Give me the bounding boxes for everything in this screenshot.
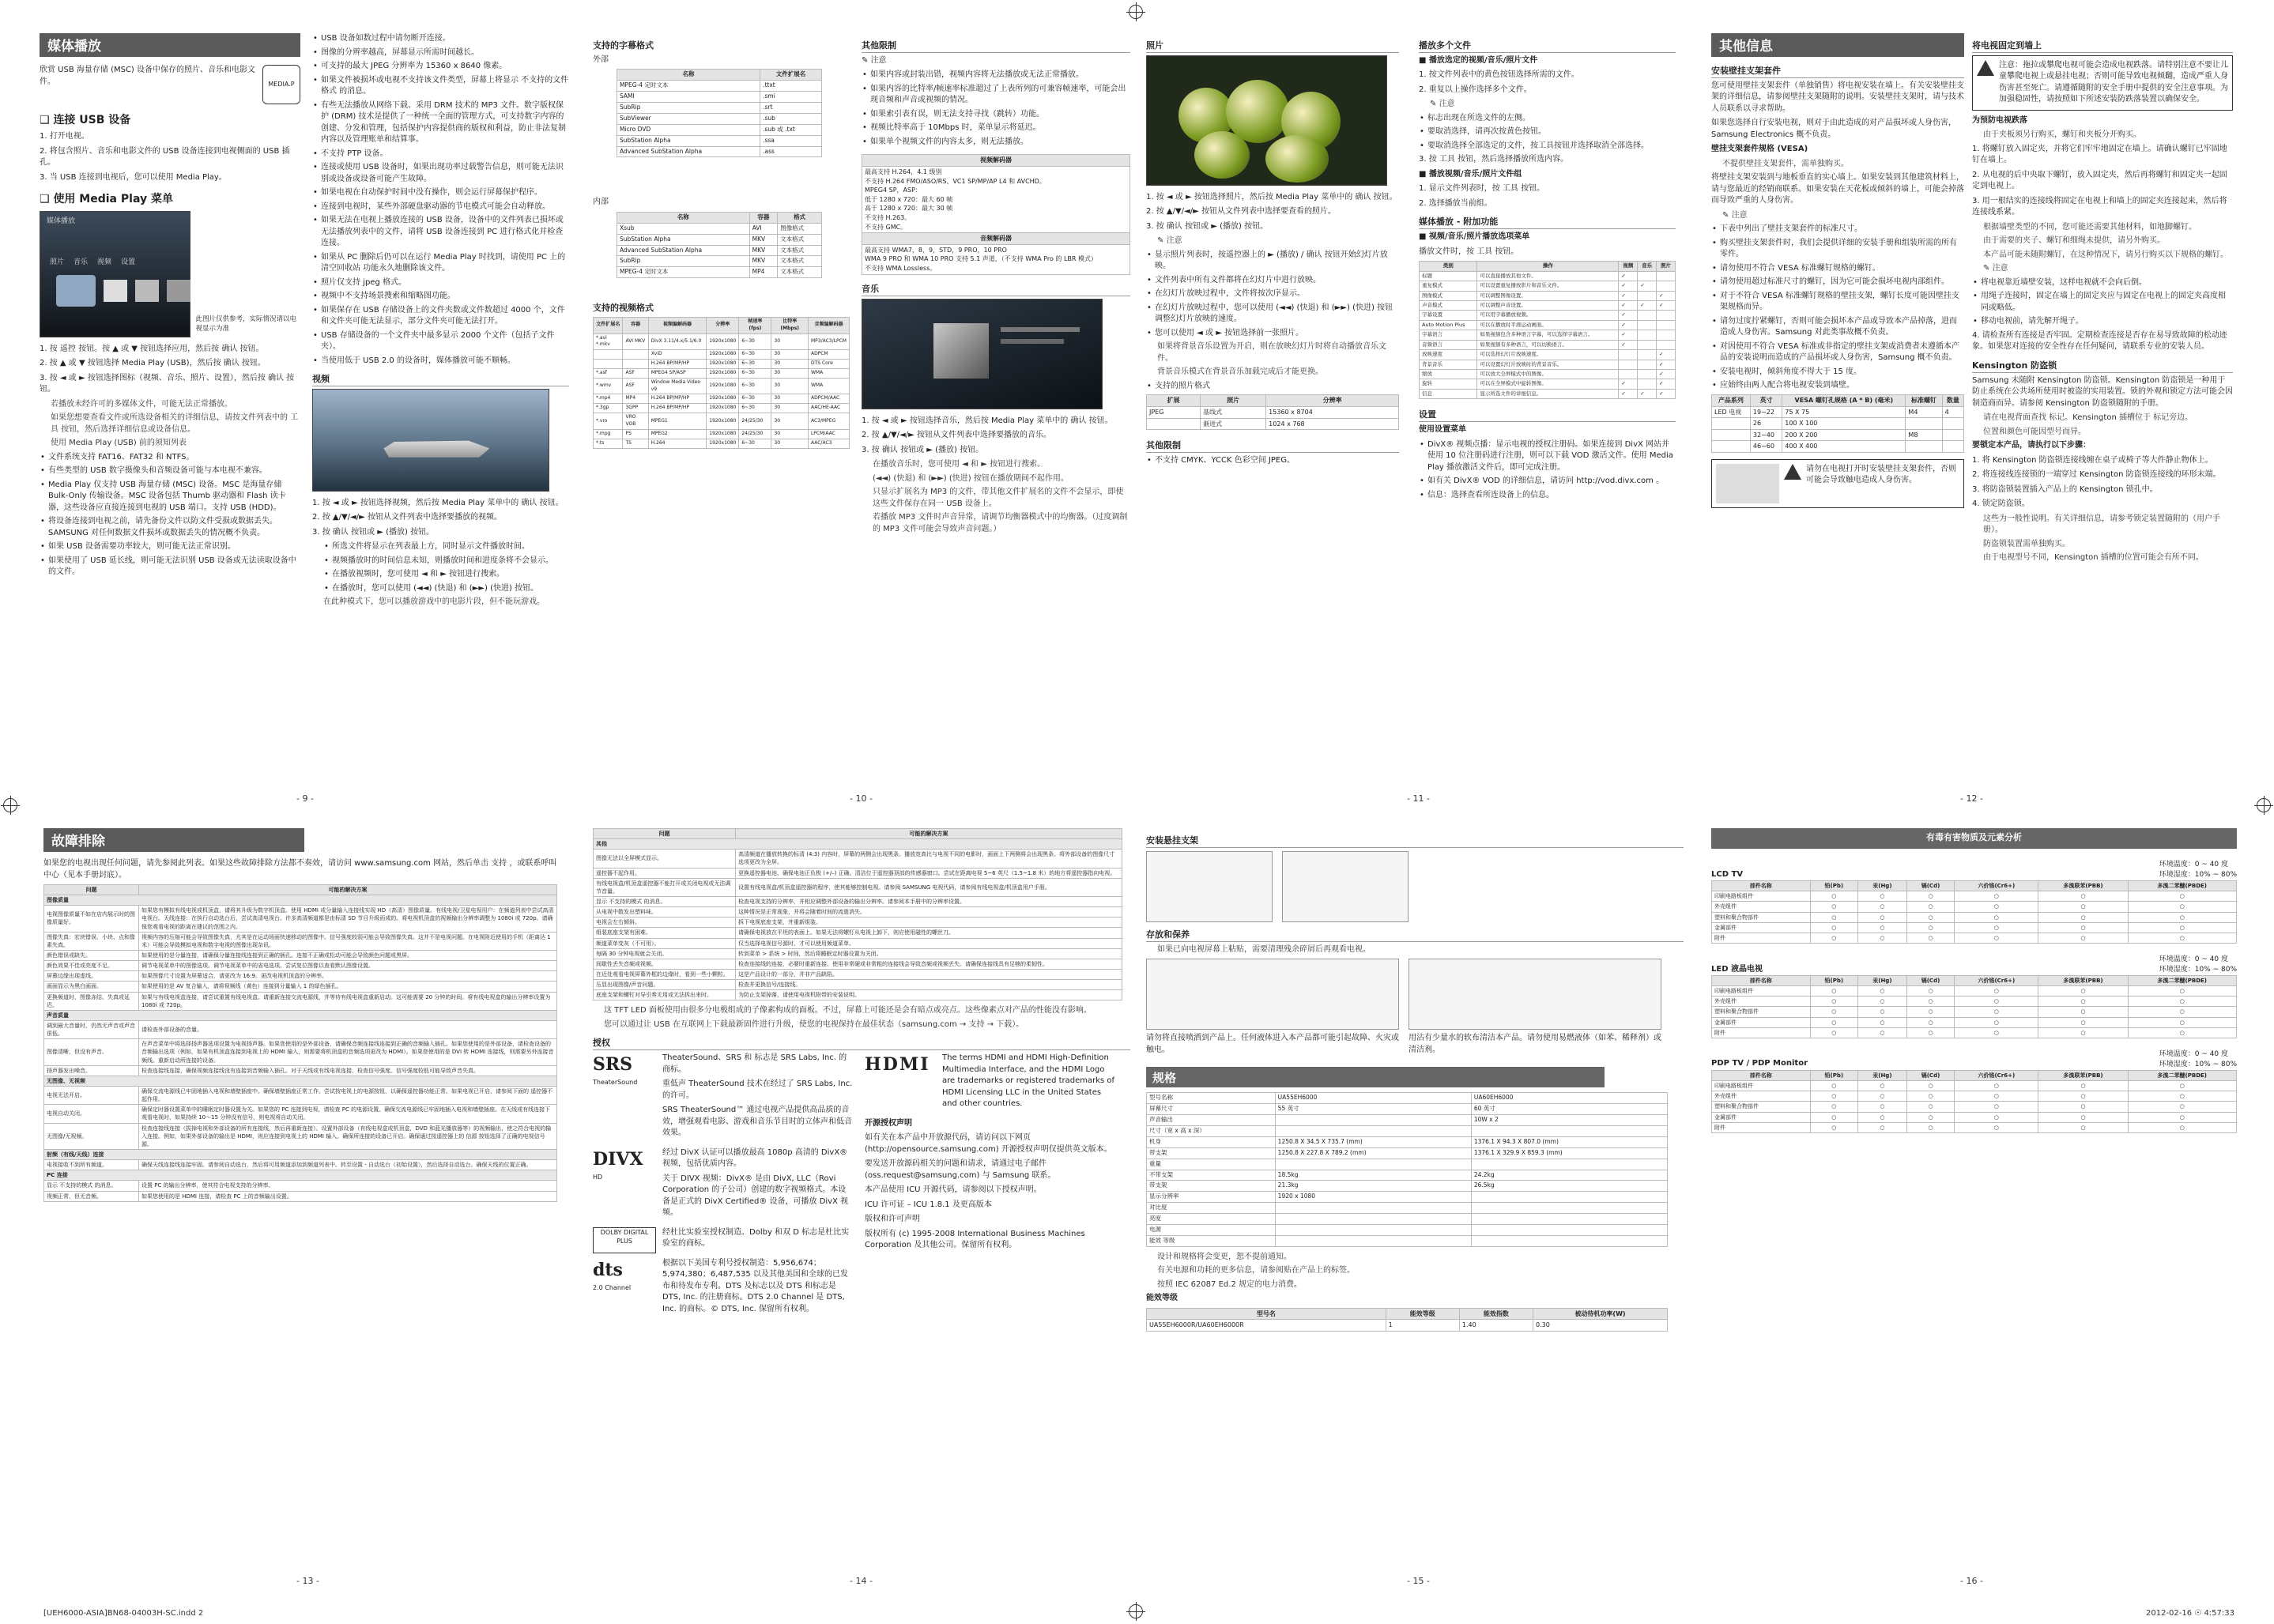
bullet: • 文件列表中所有文件都将在幻灯片中进行放映。 (1146, 275, 1399, 287)
menu-item: 设置 (121, 258, 136, 266)
step: 3. 按 确认 按钮或 ► (播放) 按钮。 (862, 445, 984, 454)
bullet: • 要取消选择全部选定的文件，按工具按钮并选择取消全部选择。 (1419, 141, 1676, 153)
table-row: 调到最大音量时，仍然无声音或声音很低。 请检查外部设备的音量。 (44, 1020, 557, 1038)
bullet: • 如果从 PC 删除后仍可以在运行 Media Play 时找到，请使用 PC 上的 清空回收站 功能永久地删除该文件。 (312, 252, 569, 275)
page-15: 安装悬挂支架 存放和保养 如果已向电视屏幕上粘贴，需要清理残余碎屑后再观看电视。 请勿将直接喷洒到产品上。任何液体进入本产品都可能引起故障、火灾或触电。 用沾有少量水的软布清洁本产品。请勿使用易燃液体（如苯、稀释剂）或清洁剂。 规格 型号名称 UA55EH6000 UA60EH6000 屏幕尺寸 55 英寸 60 英寸 声音输出 10W x 2 尺寸（宽 x 高 x 深） 机身 1250.8 X 34.5 X 735.7 (mm) 1376.1 X 94.3 X 807.0 (mm) 带支架 1250.8 X 227.8 X 789.2 (mm) 1376.1 X 329.9 X 859.3 (mm) 重量 不带支架 18.5kg 24.2kg 带支架 21.3kg 26.5kg 显示分辨率 1920 x 1080 对比度 亮度 电源 能效 等级 设计和规格将会变更，恕不提前通知。 有关电源和功耗的更多信息，请参阅贴在产品上的标签。 按照 IEC 62087 Ed.2 规定的电力消费。 能效等级 型号名 能效等级 能效指数 被动待机功率(W) UA55EH6000R/UA60EH6000R 1 1.40 0.30 (1146, 828, 1684, 1563)
screenshot-caption: 此图片仅供参考，实际情况请以电视显示为准 (195, 315, 296, 333)
section-title: 媒体播放 (40, 33, 300, 57)
internal-subtitle-table: 名称 容器 格式 Xsub AVI 图像格式 SubStation Alpha MKV 文本格式 Advanced SubStation Alpha MKV 文本格式 SubRip MKV 文本格式 MPEG-4 定时文本 MP4 文本格式 (617, 212, 822, 278)
bullet: • 如果单个视频文件的内容太多，则无法播放。 (862, 137, 1130, 149)
table-row: *.3gp 3GPP H.264 BP/MP/HP 1920x1080 6~30 30 AAC/HE-AAC (594, 404, 850, 413)
troubleshoot-table: 问题 可能的解决方案 其他 图像无法以全屏模式显示。 高清频道在播放转换的标清 (4:3) 内容时，屏幕的两侧会出现黑条。播放宽高比与电视不同的电影时，画面上下两侧将会出现黑条。将外部设备的图像尺寸选项更改为全屏。 遥控器不起作用。 更换遥控器电池，确保电池正负极 (+/–) 正确。清洁位于遥控器顶部的传感器窗口。尝试在距离电视 5~6 英尺（1.5~1.8 米）的地方将遥控器指向电视。 有线电视盒/机顶盒遥控器不能打开或关闭电视或无法调节音量。 设置有线电视盒/机顶盒遥控器的程序，使其能够控制电视。请参阅 SAMSUNG 电视代码，请参阅有线电视盒/机顶盒用户手册。 显示 不支持的模式 的消息。 检查电视支持的分辨率，并相应调整外部设备的输出分辨率。请参阅本手册中的分辨率设置。 从电视中散发出塑料味。 这种情况是正常现象，并将会随着时间的流逝消失。 电视会左右倾斜。 拆下电视底座支架，并重新组装。 组装底座支架有困难。 请确保电视放在平坦的表面上。如果无法将螺钉从电视上卸下，则应使用磁性的螺丝刀。 频道菜单变灰（不可用）。 仅当选择电视信号源时，才可以使用频道菜单。 每隔 30 分钟电视就会关闭。 转到菜单 > 系统 > 时间，然后将睡眠定时器设置为关闭。 间歇性丢失音频或视频。 检查连接线的连接，必要时重新连接。使用非常硬或非常粗的连接线会导致音频或视频丢失。请确保连接线具有足够的柔韧性。 在近处观看电视屏幕外框的边缘时，看到一些小颗粒。 这是产品设计的一部分，并非产品缺陷。 压显出现图像/声音问题。 检查并更换信号/连接线。 底座支架和螺钉对导引奏无用或无法拆出来时。 为防止支架掉落，请使用电视机附带的安装说明。 (593, 828, 1122, 1000)
table-row: 缩放 可以放大全屏模式中的图像。 ✓ (1420, 370, 1676, 379)
table-row: 压显出现图像/声音问题。 检查并更换信号/连接线。 (594, 980, 1122, 990)
table-row: SubRip .srt (617, 103, 822, 114)
photo-screenshot (1146, 55, 1387, 186)
efficiency-table: 型号名 能效等级 能效指数 被动待机功率(W) UA55EH6000R/UA60EH6000R 1 1.40 0.30 (1146, 1308, 1668, 1332)
heading-other-limits: 其他限制 (1146, 439, 1399, 453)
note: 若播放未经许可的多媒体文件，可能无法正常播放。 (51, 399, 232, 409)
print-footer-right: 2012-02-16 ☉ 4:57:33 (2146, 1608, 2234, 1618)
spec-table (1146, 1092, 1668, 1246)
table-row: 显示分辨率 1920 x 1080 (1147, 1192, 1668, 1203)
table-row: SubRip MKV 文本格式 (617, 256, 822, 267)
heading-other-limits: 其他限制 (862, 40, 1130, 53)
bullet: • 视频比特率高于 10Mbps 时，菜单显示将延迟。 (862, 122, 1130, 134)
stand-image (1146, 851, 1273, 922)
bullet: • 如有关 DivX® VOD 的详细信息，请访问 http://vod.divx.com 。 (1419, 476, 1676, 488)
heading-subtitle-formats: 支持的字幕格式 (593, 40, 654, 51)
page-13: 故障排除 如果您的电视出现任何问题，请先参阅此列表。如果这些故障排除方法都不奏效，请访问 www.samsung.com 网站，然后单击 支持 ，或联系呼叫中心（见本手册封底）。 问题 可能的解决方案 图像质量 电视图像质量不如在店内展示时的图像质量好。 如果您有模拟有线电视或机顶盒，请将其升级为数字机顶盒。使用 HDMI 或分量输入连接线实现 HD（高清）图像质量。有线电视/卫星电视用户：在频道列表中尝试高清电视台。天线连接：在执行自动选台后，尝试高清电视台。许多高清频道都是由标清 SD 节目升级而成的。将电视机顶盒的视频输出分辨率调整为 1080i 或 720p。请确保您观看电视的距离在建议的范围之内。 图像失真：宏块错误、小块、点和像素失真。 视频内容的压缩可能会导致图像失真，尤其是在运动场面快速移动的图像中。信号强度较弱可能会导致图像失真。这并不是电视问题。在电视附近使用的手机（距离达 1 米）可能会导致模拟电视和数字电视的图像出现杂讯。 颜色错误或缺失。 如果使用的是分量连接，请确保分量连接线连接到正确的插孔。连接不正确或松动可能会导致颜色问题或黑屏。 颜色效果不佳或亮度不足。 调节电视菜单中的图像选项。调节电视菜单中的省电选项。尝试复位图像以查看默认图像设置。 屏幕边缘出现虚线。 如果图像尺寸设置为屏幕适合，请更改为 16:9。更改电视机顶盒的分辨率。 画面显示为黑白画面。 如果使用的是 AV 复合输入，请将视频线（黄色）连接到分量输入 1 的绿色插孔。 更换频道时，图像冻结、失真或延迟。 如果与有线电视盒连接，请尝试重置有线电视盒。请重新连接交流电源线，并等待有线电视盒重新启动。这可能需要 20 分钟的时间。将有线电视盒的输出分辨率设置为 1080i 或 720p。 声音质量 调到最大音量时，仍然无声音或声音很低。 请检查外部设备的音量。 图像清晰，但没有声音。 在声音菜单中将选择扬声器选项设置为电视扬声器。如果您使用的是外部设备，请确保音频连接线连接到正确的音频输入插孔。如果您使用的是外部设备，请检查设备的音频输出选项（例如，如果有机顶盒连接到电视上的 HDMI 输入，则需要将机顶盒的音频选项更改为 HDMI）。如果您使用的是 DVI 转 HDMI 连接线，则需要另外连接音频线。重新启动所连接的设备。 扬声器发出噪音。 检查连接线连接，确保视频连接线没有连接到音频输入插孔。对于天线或有线电视连接，检查信号强度。信号强度较低可能导致声音失真。 无图像、无视频 电视无法开启。 确保交流电源线已牢固地插入电视和墙壁插座中。确保墙壁插座正常工作。尝试按电视上的电源按钮，以确保遥控器功能正常。如果电视已开启，请参阅下面的 遥控器不起作用。 电视自动关闭。 确保定时器设置菜单中的睡眠定时器设置为关。如果您的 PC 连接到电视，请检查 PC 的电源设置。确保交流电源线已牢固地插入电视和墙壁插座。在天线或有线连接下观看电视时，如果持续 10～15 分钟没有信号，则电视将自动关闭。 无图像/无视频。 检查连接线连接（拔掉电视和外部设备的所有连接线，然后再重新连接）。设置外部设备（有线电视盒或机顶盒，DVD 和蓝光播放器等）的视频输出，使之符合电视的输入连接。例如，如果外部设备的输出是 HDMI，则应连接到电视上的 HDMI 输入。确保所连接的设备已开启。确保通过按遥控器上的 信源 按钮选择了正确的电视信号源。 射频（有线/天线）连接 电视接收不到所有频道。 确保天线连接线连接牢固。请参阅自动选台，然后将可用频道添加到频道列表中。转至设置 - 自动选台（初始设置），然后选择自动选台。确保天线的位置正确。 PC 连接 显示 不支持的模式 的消息。 设置 PC 的输出分辨率，使其符合电视支持的分辨率。 视频正常，但无音频。 如果您使用的是 HDMI 连接，请检查 PC 上的音频输出设置。 (43, 828, 573, 1563)
page-12: 其他信息 安装壁挂支架套件 您可使用壁挂支架套件（单独销售）将电视安装在墙上。有关安装壁挂支架的详细信息，请参阅壁挂支架随附的说明。安装壁挂支架时，请与技术人员联系以寻求帮助。 如果您选择自行安装电视，则对于由此造成的对产品损坏或人身伤害，Samsung Electronics 概不负责。 壁挂支架套件规格 (VESA) 不提供壁挂支架套件，需单独购买。 将壁挂支架安装到与地板垂直的实心墙上。如果安装到其他建筑材料上，请与您最近的经销商联系。如果安装在天花板或倾斜的墙上，可能会掉落而导致严重的人身伤害。 ✎ 注意 • 下表中列出了壁挂支架套件的标准尺寸。 • 购买壁挂支架套件时，我们会提供详细的安装手册和组装所需的所有零件。 • 请勿使用不符合 VESA 标准螺钉规格的螺钉。 • 请勿使用超过标准尺寸的螺钉，因为它可能会损坏电视内部组件。 • 对于不符合 VESA 标准螺钉规格的壁挂支架，螺钉长度可能因壁挂支架规格而异。 • 请勿过度拧紧螺钉，否则可能会损坏本产品或导致本产品掉落，进而造成人身伤害。Samsung 对此类事故概不负责。 • 对因使用不符合 VESA 标准或非指定的壁挂支架或消费者未遵循本产品的安装说明而造成的产品损坏或人身伤害，Samsung 概不负责。 • 安装电视时，倾斜角度不得大于 15 度。 • 应始终由两人配合将电视安装到墙壁。 产品系列 英寸 VESA 螺钉孔规格 (A * B) (毫米) 标准螺钉 数量 LED 电视 19~22 75 X 75 M4 4 26 100 X 100 32~40 200 X 200 M8 46~60 400 X 400 请勿在电视打开时安装壁挂支架套件，否则可能会导致触电造成人身伤害。 (1711, 33, 1964, 792)
dolby-logo: DOLBY DIGITAL PLUS (593, 1227, 656, 1253)
page-14: 问题 可能的解决方案 其他 图像无法以全屏模式显示。 高清频道在播放转换的标清 (4:3) 内容时，屏幕的两侧会出现黑条。播放宽高比与电视不同的电影时，画面上下两侧将会出现黑条。将外部设备的图像尺寸选项更改为全屏。 遥控器不起作用。 更换遥控器电池，确保电池正负极 (+/–) 正确。清洁位于遥控器顶部的传感器窗口。尝试在距离电视 5~6 英尺（1.5~1.8 米）的地方将遥控器指向电视。 有线电视盒/机顶盒遥控器不能打开或关闭电视或无法调节音量。 设置有线电视盒/机顶盒遥控器的程序，使其能够控制电视。请参阅 SAMSUNG 电视代码，请参阅有线电视盒/机顶盒用户手册。 显示 不支持的模式 的消息。 检查电视支持的分辨率，并相应调整外部设备的输出分辨率。请参阅本手册中的分辨率设置。 从电视中散发出塑料味。 这种情况是正常现象，并将会随着时间的流逝消失。 电视会左右倾斜。 拆下电视底座支架，并重新组装。 组装底座支架有困难。 请确保电视放在平坦的表面上。如果无法将螺钉从电视上卸下，则应使用磁性的螺丝刀。 频道菜单变灰（不可用）。 仅当选择电视信号源时，才可以使用频道菜单。 每隔 30 分钟电视就会关闭。 转到菜单 > 系统 > 时间，然后将睡眠定时器设置为关闭。 间歇性丢失音频或视频。 检查连接线的连接，必要时重新连接。使用非常硬或非常粗的连接线会导致音频或视频丢失。请确保连接线具有足够的柔韧性。 在近处观看电视屏幕外框的边缘时，看到一些小颗粒。 这是产品设计的一部分，并非产品缺陷。 压显出现图像/声音问题。 检查并更换信号/连接线。 底座支架和螺钉对导引奏无用或无法拆出来时。 为防止支架掉落，请使用电视机附带的安装说明。 这 TFT LED 面板使用由很多分电极组成的子像素构成的面板。不过，屏幕上可能还是会有暗点或亮点。这些像素点对产品的性能没有影响。 您可以通过让 USB 在互联网上下载最新固件进行升级，使您的电视保持在最佳状态（samsung.com → 支持 → 下载）。 授权 SRS TheaterSound TheaterSound、SRS 和 标志是 SRS Labs, Inc. 的商标。 重低声 TheaterSound 技术在经过了 SRS Labs, Inc. 的许可。 SRS TheaterSound™ 通过电视产品提供高品质的音效，增强观看电影、游戏和音乐节目时的立体声和低音效果。 DIVX HD 经过 DivX 认证可以播放最高 1080p 高清的 DivX® 视频，包括优质内容。 关于 DIVX 视频：DivX® 是由 DivX, LLC（Rovi Corporation 的子公司）创建的数字视频格式。本设备是正式的 DivX Certified® 设备，可播放 DivX 视频。 DOLBY DIGITAL PLUS 经杜比实验室授权制造。Dolby 和双 D 标志是杜比实验室的商标。 dts 2.0 Channel 根据以下美国专利号授权制造：5,956,674；5,974,380；6,487,535 以及其他美国和全球的已发布和待发布专利。DTS 及标志以及 DTS 和标志是 DTS, Inc. 的注册商标。DTS 2.0 Channel 是 DTS, Inc. 的商标。© DTS, Inc. 保留所有权利。 HDMI The terms HDMI and HDMI High-Definition Multimedia Interface, and the HDMI Logo are trademarks or registered trademarks of HDMI Licensing LLC in the United States and other countries. 开源授权声明 如有关在本产品中开放源代码，请访问以下网页 (http://opensource.samsung.com) 开源授权声明仅提供英文版本。 要发送开放源码相关的问题和请求，请通过电子邮件 (oss.request@samsung.com) 与 Samsung 联系。 本产品使用 ICU 开源代码，请参阅以下授权声明。 ICU 许可证 – ICU 1.8.1 及更高版本 版权和许可声明 版权所有 (c) 1995-2008 International Business Machines Corporation 及其他公司。保留所有权利。 (593, 828, 1130, 1563)
table-row: 图像无法以全屏模式显示。 高清频道在播放转换的标清 (4:3) 内容时，屏幕的两侧会出现黑条。播放宽高比与电视不同的电影时，画面上下两侧将会出现黑条。将外部设备的图像尺寸选项更改为全屏。 (594, 850, 1122, 868)
heading-setup: 设置 (1419, 409, 1676, 422)
table-row: LED 电视 19~22 75 X 75 M4 4 (1712, 406, 1964, 418)
table-row: 显示 不支持的模式 的消息。 设置 PC 的输出分辨率，使其符合电视支持的分辨率。 (44, 1181, 557, 1191)
heading-wall-mount: 安装壁挂支架套件 (1711, 65, 1964, 78)
bullet: • 如果内容或封装出错，视频内容将无法播放或无法正常播放。 (862, 70, 1130, 81)
bullet: • 视频播放时的时间信息未知，则播放时间和进度条将不会显示。 (323, 556, 569, 567)
table-row: 尺寸（宽 x 高 x 深） (1147, 1126, 1668, 1137)
page-number: - 13 - (296, 1576, 319, 1586)
table-row: 电视接收不到所有频道。 确保天线连接线连接牢固。请参阅自动选台，然后将可用频道添加到频道列表中。转至设置 - 自动选台（初始设置），然后选择自动选台。确保天线的位置正确。 (44, 1160, 557, 1170)
bullet: • 如果使用了 USB 延长线，则可能无法识别 USB 设备或无法读取设备中的文件。 (40, 556, 300, 578)
srs-logo: SRS TheaterSound (593, 1054, 638, 1087)
bullet: • 信息：选择查看所连设备上的信息。 (1419, 490, 1676, 502)
table-row: 旋转 可以在全屏模式中旋转图像。 ✓ ✓ (1420, 379, 1676, 389)
print-footer-left: [UEH6000-ASIA]BN68-04003H-SC.indd 2 (43, 1608, 204, 1618)
table-row: 屏幕尺寸 55 英寸 60 英寸 (1147, 1104, 1668, 1115)
step: 3. 按 确认 按钮或 ► (播放) 按钮。 (1146, 221, 1269, 231)
heading-license: 授权 (593, 1037, 1130, 1050)
table-row: SAMI .smi (617, 92, 822, 103)
bullet: • 在播放时，您可以使用 (◄◄) (快退) 和 (►►) (快进) 按钮。 (323, 583, 569, 595)
table-row: 带支架 1250.8 X 227.8 X 789.2 (mm) 1376.1 X 329.9 X 859.3 (mm) (1147, 1147, 1668, 1159)
hdmi-logo: HDMI (865, 1054, 930, 1076)
table-row: 屏幕边缘出现虚线。 如果图像尺寸设置为屏幕适合，请更改为 16:9。更改电视机顶盒的分辨率。 (44, 971, 557, 982)
table-row: MPEG-4 定时文本 .ttxt (617, 81, 822, 92)
table-row: 字幕语言 如果视频包含多种语言字幕，可以选择字幕语言。 ✓ (1420, 330, 1676, 340)
step: 1. 显示文件列表时，按 工具 按钮。 (1419, 184, 1545, 194)
table-row: 有线电视盒/机顶盒遥控器不能打开或关闭电视或无法调节音量。 设置有线电视盒/机顶盒遥控器的程序，使其能够控制电视。请参阅 SAMSUNG 电视代码，请参阅有线电视盒/机顶盒用户手册。 (594, 878, 1122, 896)
table-row: 电源 (1147, 1224, 1668, 1235)
table-row: Advanced SubStation Alpha MKV 文本格式 (617, 245, 822, 256)
note: 使用 Media Play (USB) 前的须知列表 (51, 439, 187, 448)
heading-video: 视频 (312, 373, 569, 386)
table-row: 无图像/无视频。 检查连接线连接（拔掉电视和外部设备的所有连接线，然后再重新连接）。设置外部设备（有线电视盒或机顶盒，DVD 和蓝光播放器等）的视频输出，使之符合电视的输入连接。例如，如果外部设备的输出是 HDMI，则应连接到电视上的 HDMI 输入。确保所连接的设备已开启。确保通过按遥控器上的 信源 按钮选择了正确的电视信号源。 (44, 1123, 557, 1149)
table-row: *.ts TS H.264 1920x1080 6~30 30 AAC/AC3 (594, 439, 850, 448)
bullet: • USB 设备如数过程中请勿断开连接。 (312, 33, 569, 45)
table-row: 从电视中散发出塑料味。 这种情况是正常现象，并将会随着时间的流逝消失。 (594, 907, 1122, 918)
bullet: • 照片仅支持 jpeg 格式。 (312, 277, 569, 289)
table-row: 颜色错误或缺失。 如果使用的是分量连接，请确保分量连接线连接到正确的插孔。连接不正确或松动可能会导致颜色问题或黑屏。 (44, 950, 557, 960)
section-title: 有毒有害物质及元素分析 (1711, 828, 2237, 849)
table-row: 声音输出 10W x 2 (1147, 1115, 1668, 1126)
warning-icon (1977, 60, 1994, 76)
heading-specs: 规格 (1146, 1067, 1605, 1087)
page-10 (593, 33, 850, 792)
step: 1. 按 遥控 按钮。按 ▲ 或 ▼ 按钮选择应用，然后按 确认 按钮。 (40, 344, 264, 353)
note: 在播放音乐时，您可使用 ◄ 和 ► 按钮进行搜索。 (873, 460, 1046, 469)
table-row: 扬声器发出噪音。 检查连接线连接，确保视频连接线没有连接到音频输入插孔。对于天线或有线电视连接，检查信号强度。信号强度较低可能导致声音失真。 (44, 1065, 557, 1076)
media-button-icon: MEDIA.P (262, 65, 300, 104)
bullet: • 在幻灯片放映过程中，文件将按次序显示。 (1146, 288, 1399, 300)
bullet: • 不支持 PTP 设备。 (312, 149, 569, 160)
table-row: 间歇性丢失音频或视频。 检查连接线的连接，必要时重新连接。使用非常硬或非常粗的连接线会导致音频或视频丢失。请确保连接线具有足够的柔韧性。 (594, 959, 1122, 969)
step: 2. 将包含照片、音乐和电影文件的 USB 设备连接到电视侧面的 USB 插孔。 (40, 146, 290, 168)
table-row: 32~40 200 X 200 M8 (1712, 429, 1964, 441)
step: 1. 打开电视。 (40, 132, 89, 141)
table-row: 图像清晰，但没有声音。 在声音菜单中将选择扬声器选项设置为电视扬声器。如果您使用的是外部设备，请确保音频连接线连接到正确的音频输入插孔。如果您使用的是外部设备，请检查设备的音频输出选项（例如，如果有机顶盒连接到电视上的 HDMI 输入，则需要将机顶盒的音频选项更改为 HDMI）。如果您使用的是 DVI 转 HDMI 连接线，则需要另外连接音频线。重新启动所连接的设备。 (44, 1039, 557, 1065)
table-row: 标题 可以直接播放其他文件。 ✓ (1420, 271, 1676, 281)
page-9-col2 (312, 33, 569, 792)
table-row: SubStation Alpha .ssa (617, 135, 822, 146)
table-row: SubViewer .sub (617, 113, 822, 124)
table-row: 底座支架和螺钉对导引奏无用或无法拆出来时。 为防止支架掉落，请使用电视机附带的安装说明。 (594, 990, 1122, 1000)
table-row: XviD 1920x1080 6~30 30 ADPCM (594, 349, 850, 359)
bullet: • 如果无法在电视上播放连接的 USB 设备，设备中的文件列表已损坏或无法播放列表中的文件，请将 USB 设备连接到 PC 进行格式化并检查连接。 (312, 215, 569, 250)
heading-video-formats: 支持的视频格式 (593, 303, 654, 314)
page-12-col2: 将电视固定到墙上 注意：拖拉或攀爬电视可能会造成电视跌落。请特别注意不要让儿童攀爬电视上或悬挂电视；否则可能导致电视倾翻，造成严重人身伤害甚至死亡。请遵循随附的安全手册中提供的安全注意事项。为加强稳固性，请按照如下所述安装防跌落装置以确保安全。 为预防电视跌落 由于夹板须另行购买，螺钉和夹板分开购买。 1. 将螺钉放入固定夹，并将它们牢牢地固定在墙上。请确认螺钉已牢固地钉在墙上。 2. 从电视的后中央取下螺钉，放入固定夹，然后再将螺钉和固定夹一起固定到电视上。 3. 用一根结实的连接线将固定在电视上和墙上的固定夹连接起来，然后将连接线系紧。 根据墙壁类型的不同，您可能还需要其他材料，如地脚螺钉。 由于需要的夹子、螺钉和细绳未提供，请另外购买。 本产品可能未随附螺钉，在这种情况下，请另行购买以下规格的螺钉。 ✎ 注意 • 将电视靠近墙壁安装，这样电视就不会向后倒。 • 用绳子连接时，固定在墙上的固定夹应与固定在电视上的固定夹高度相同或略低。 • 移动电视前，请先解开绳子。 4. 请检查所有连接是否牢固。定期检查连接是否存在易导致故障的松动迹象。如果您对连接的安全性存在任何疑问，请联系专业的安装人员。 Kensington 防盗锁 Samsung 未随附 Kensington 防盗锁。Kensington 防盗锁是一种用于防止系统在公共场所使用时被盗的实用装置。锁的外观和锁定方法可能会因制造商而异。请参阅 Kensington 防盗锁随附的手册。 请在电视背面查找 标记。Kensington 插槽位于 标记旁边。 位置和颜色可能因型号而异。 要锁定本产品，请执行以下步骤： 1. 将 Kensington 防盗锁连接线缠在桌子或椅子等大件静止物体上。 2. 将连接线连接锁的一端穿过 Kensington 防盗锁连接线的环形末端。 3. 将防盗锁装置插入产品上的 Kensington 锁孔中。 4. 锁定防盗锁。 这些为一般性说明。有关详细信息，请参考锁定装置随附的（用户手册）。 防盗锁装置需单独购买。 由于电视型号不同，Kensington 插槽的位置可能会有所不同。 (1972, 33, 2233, 792)
intro-text: 欣赏 USB 海量存储 (MSC) 设备中保存的照片、音乐和电影文件。 (40, 66, 256, 86)
external-subtitle-table: 名称 文件扩展名 MPEG-4 定时文本 .ttxt SAMI .smi SubRip .srt SubViewer .sub Micro DVD .sub 或 .txt SubStation Alpha .ssa Advanced SubStation Alpha .ass (617, 69, 822, 157)
rohs-table: 部件名称 铅(Pb) 汞(Hg) 镉(Cd) 六价铬(Cr6+) 多溴联苯(PBB) 多溴二苯醚(PBDE) 印刷电路板组件 ○ ○ ○ ○ ○ ○ 外壳组件 ○ ○ ○ ○ ○ ○ 塑料和聚合物部件 ○ ○ ○ ○ ○ ○ 金属部件 ○ ○ ○ ○ ○ ○ 附件 ○ ○ ○ ○ ○ ○ (1711, 1070, 2237, 1133)
subheading-internal: 内部 (593, 198, 609, 207)
table-row: 能效 等级 (1147, 1235, 1668, 1246)
table-group: PC 连接 (44, 1170, 557, 1181)
table-row: Advanced SubStation Alpha .ass (617, 146, 822, 157)
table-row: MPEG-4 定时文本 MP4 文本格式 (617, 267, 822, 278)
bullet: • Media Play 仅支持 USB 海量存储 (MSC) 设备。MSC 是海量存储 Bulk-Only 传输设备。MSC 设备包括 Thumb 驱动器和 Flash 读卡器，这些设备应直接连接到电视的 USB 端口。支持 USB (HDD)。 (40, 480, 300, 514)
page-number: - 14 - (850, 1576, 873, 1586)
page-number: - 15 - (1407, 1576, 1430, 1586)
bullet: • 当使用低于 USB 2.0 的设备时，媒体播放可能不顺畅。 (312, 356, 569, 367)
bullet: • 图像的分辨率越高，屏幕显示所需时间越长。 (312, 47, 569, 59)
table-group: 声音质量 (44, 1010, 557, 1020)
dts-logo: dts 2.0 Channel (593, 1259, 632, 1291)
note: 背景音乐模式在背景音乐加载完成后才能更换。 (1157, 367, 1323, 377)
troubleshoot-table: 问题 可能的解决方案 图像质量 电视图像质量不如在店内展示时的图像质量好。 如果您有模拟有线电视或机顶盒，请将其升级为数字机顶盒。使用 HDMI 或分量输入连接线实现 HD（高清）图像质量。有线电视/卫星电视用户：在频道列表中尝试高清电视台。天线连接：在执行自动选台后，尝试高清电视台。许多高清频道都是由标清 SD 节目升级而成的。将电视机顶盒的视频输出分辨率调整为 1080i 或 720p。请确保您观看电视的距离在建议的范围之内。 图像失真：宏块错误、小块、点和像素失真。 视频内容的压缩可能会导致图像失真，尤其是在运动场面快速移动的图像中。信号强度较弱可能会导致图像失真。这并不是电视问题。在电视附近使用的手机（距离达 1 米）可能会导致模拟电视和数字电视的图像出现杂讯。 颜色错误或缺失。 如果使用的是分量连接，请确保分量连接线连接到正确的插孔。连接不正确或松动可能会导致颜色问题或黑屏。 颜色效果不佳或亮度不足。 调节电视菜单中的图像选项。调节电视菜单中的省电选项。尝试复位图像以查看默认图像设置。 屏幕边缘出现虚线。 如果图像尺寸设置为屏幕适合，请更改为 16:9。更改电视机顶盒的分辨率。 画面显示为黑白画面。 如果使用的是 AV 复合输入，请将视频线（黄色）连接到分量输入 1 的绿色插孔。 更换频道时，图像冻结、失真或延迟。 如果与有线电视盒连接，请尝试重置有线电视盒。请重新连接交流电源线，并等待有线电视盒重新启动。这可能需要 20 分钟的时间。将有线电视盒的输出分辨率设置为 1080i 或 720p。 声音质量 调到最大音量时，仍然无声音或声音很低。 请检查外部设备的音量。 图像清晰，但没有声音。 在声音菜单中将选择扬声器选项设置为电视扬声器。如果您使用的是外部设备，请确保音频连接线连接到正确的音频输入插孔。如果您使用的是外部设备，请检查设备的音频输出选项（例如，如果有机顶盒连接到电视上的 HDMI 输入，则需要将机顶盒的音频选项更改为 HDMI）。如果您使用的是 DVI 转 HDMI 连接线，则需要另外连接音频线。重新启动所连接的设备。 扬声器发出噪音。 检查连接线连接，确保视频连接线没有连接到音频输入插孔。对于天线或有线电视连接，检查信号强度。信号强度较低可能导致声音失真。 无图像、无视频 电视无法开启。 确保交流电源线已牢固地插入电视和墙壁插座中。确保墙壁插座正常工作。尝试按电视上的电源按钮，以确保遥控器功能正常。如果电视已开启，请参阅下面的 遥控器不起作用。 电视自动关闭。 确保定时器设置菜单中的睡眠定时器设置为关。如果您的 PC 连接到电视，请检查 PC 的电源设置。确保交流电源线已牢固地插入电视和墙壁插座。在天线或有线连接下观看电视时，如果持续 10～15 分钟没有信号，则电视将自动关闭。 无图像/无视频。 检查连接线连接（拔掉电视和外部设备的所有连接线，然后再重新连接）。设置外部设备（有线电视盒或机顶盒，DVD 和蓝光播放器等）的视频输出，使之符合电视的输入连接。例如，如果外部设备的输出是 HDMI，则应连接到电视上的 HDMI 输入。确保所连接的设备已开启。确保通过按遥控器上的 信源 按钮选择了正确的电视信号源。 射频（有线/天线）连接 电视接收不到所有频道。 确保天线连接线连接牢固。请参阅自动选台，然后将可用频道添加到频道列表中。转至设置 - 自动选台（初始设置），然后选择自动选台。确保天线的位置正确。 PC 连接 显示 不支持的模式 的消息。 设置 PC 的输出分辨率，使其符合电视支持的分辨率。 视频正常，但无音频。 如果您使用的是 HDMI 连接，请检查 PC 上的音频输出设置。 (43, 884, 557, 1202)
bullet: • USB 存储设备的一个文件夹中最多显示 2000 个文件（包括子文件夹）。 (312, 330, 569, 353)
bullet: • 在幻灯片放映过程中，您可以使用 (◄◄) (快退) 和 (►►) (快进) 按钮调整幻灯片放映的速度。 (1146, 303, 1399, 326)
bullet: • 连接到电视时，某些外部硬盘驱动器的节电模式可能会自动释放。 (312, 202, 569, 213)
table-row: 电视自动关闭。 确保定时器设置菜单中的睡眠定时器设置为关。如果您的 PC 连接到电视，请检查 PC 的电源设置。确保交流电源线已牢固地插入电视和墙壁插座。在天线或有线连接下观看电视时，如果持续 10～15 分钟没有信号，则电视将自动关闭。 (44, 1105, 557, 1123)
table-row: 带支架 21.3kg 26.5kg (1147, 1181, 1668, 1192)
registration-mark-bottom (1129, 1604, 1143, 1618)
rohs-table: 部件名称 铅(Pb) 汞(Hg) 镉(Cd) 六价铬(Cr6+) 多溴联苯(PBB) 多溴二苯醚(PBDE) 印刷电路板组件 ○ ○ ○ ○ ○ ○ 外壳组件 ○ ○ ○ ○ ○ ○ 塑料和聚合物部件 ○ ○ ○ ○ ○ ○ 金属部件 ○ ○ ○ ○ ○ ○ 附件 ○ ○ ○ ○ ○ ○ (1711, 975, 2237, 1038)
note: 在此种模式下，您可以播放游戏中的电影片段，但不能玩游戏。 (323, 597, 545, 607)
bullet: • 要取消选择，请再次按黄色按钮。 (1419, 126, 1676, 138)
table-row: 46~60 400 X 400 (1712, 441, 1964, 453)
table-row: 在近处观看电视屏幕外框的边缘时，看到一些小颗粒。 这是产品设计的一部分，并非产品缺陷。 (594, 969, 1122, 979)
table-row: H.264 BP/MP/HP 1920x1080 6~30 30 DTS Core (594, 359, 850, 368)
bullet: • DivX® 视频点播：显示电视的授权注册码。如果连接到 DivX 网站并使用 10 位注册码进行注册，则可以下载 VOD 激活文件。使用 Media Play 播放激活文件后，即可完成注册。 (1419, 439, 1676, 474)
table-row: *.avi *.mkv AVI MKV DivX 3.11/4.x/5.1/6.0 1920x1080 6~30 30 MP3/AC3/LPCM (594, 333, 850, 349)
step: 1. 按 ◄ 或 ► 按钮选择照片，然后按 Media Play 菜单中的 确认 按钮。 (1146, 192, 1397, 202)
table-row: SubStation Alpha MKV 文本格式 (617, 234, 822, 245)
bullet: • 支持的照片格式 (1146, 381, 1399, 393)
heading-music: 音乐 (862, 283, 1130, 296)
step: 3. 按 工具 按钮，然后选择播放所选内容。 (1419, 155, 1569, 164)
page-10-col2 (862, 33, 1130, 792)
heading-fix-wall: 将电视固定到墙上 (1972, 40, 2233, 53)
table-row: 图像模式 可以调整图像设置。 ✓ ✓ (1420, 291, 1676, 300)
table-row: 组装底座支架有困难。 请确保电视放在平坦的表面上。如果无法将螺钉从电视上卸下，则应使用磁性的螺丝刀。 (594, 928, 1122, 938)
step: 3. 按 确认 按钮或 ► (播放) 按钮。 (312, 527, 435, 537)
table-group: 图像质量 (44, 895, 557, 906)
table-row: 更换频道时，图像冻结、失真或延迟。 如果与有线电视盒连接，请尝试重置有线电视盒。请重新连接交流电源线，并等待有线电视盒重新启动。这可能需要 20 分钟的时间。将有线电视盒的输出分辨率设置为 1080i 或 720p。 (44, 992, 557, 1010)
note: (◄◄) (快退) 和 (►►) (快进) 按钮在播放期间不起作用。 (873, 473, 1069, 483)
heading-photo: 照片 (1146, 40, 1399, 53)
page-number: - 16 - (1960, 1576, 1983, 1586)
bullet: • 在播放视频时，您可使用 ◄ 和 ► 按钮进行搜索。 (323, 569, 569, 581)
step: 2. 按 ▲ 或 ▼ 按钮选择 Media Play (USB)，然后按 确认 按钮。 (40, 359, 266, 368)
heading-connect-usb: ❑ 连接 USB 设备 (40, 114, 131, 126)
bullet: • 如果保存在 USB 存储设备上的文件夹数或文件数超过 4000 个，文件和文件夹可能无法显示，部分文件夹可能无法打开。 (312, 305, 569, 328)
bullet: • 您可以使用 ◄ 或 ► 按钮选择前一张照片。 (1146, 328, 1399, 340)
step: 3. 当 USB 连接到电视后，您可以使用 Media Play。 (40, 172, 227, 182)
rohs-section: LCD TV 环境温度：0 ~ 40 度 环境湿度：10% ~ 80% 部件名称 铅(Pb) 汞(Hg) 镉(Cd) 六价铬(Cr6+) 多溴联苯(PBB) 多溴二苯醚(PBDE) 印刷电路板组件 ○ ○ ○ ○ ○ ○ 外壳组件 ○ ○ ○ ○ ○ ○ 塑料和聚合物部件 ○ ○ ○ ○ ○ ○ 金属部件 ○ ○ ○ ○ ○ ○ 附件 ○ ○ ○ ○ ○ ○ (1711, 860, 2237, 944)
page-number: - 12 - (1960, 793, 1983, 804)
heading-extra: 媒体播放 - 附加功能 (1419, 216, 1676, 229)
bullet: • 有些无法播放从网络下载、采用 DRM 技术的 MP3 文件。数字版权保护 (DRM) 技术是提供了一种统一全面的管理方式，可支持数字内容的创建、分发和管理，包括保护内容提供商的版权和利益，防止非法复制内容以及管理账单和结算事。 (312, 100, 569, 146)
bullet: • 连接或使用 USB 设备时，如果出现功率过载警告信息，则可能无法识别或设备或设备可能产生故障。 (312, 162, 569, 185)
table-row: 信息 显示所选文件的详细信息。 ✓ ✓ ✓ (1420, 389, 1676, 398)
cleaning-image (1146, 959, 1399, 1030)
table-row: 机身 1250.8 X 34.5 X 735.7 (mm) 1376.1 X 94.3 X 807.0 (mm) (1147, 1136, 1668, 1147)
wall-mount-image (1716, 464, 1779, 503)
page-number: - 11 - (1407, 793, 1430, 804)
divx-logo: DIVX HD (593, 1148, 643, 1181)
bullet: • 如果文件被损坏或电视不支持该文件类型，屏幕上将显示 不支持的文件格式 的消息。 (312, 75, 569, 98)
bullet: • 显示照片列表时，按遥控器上的 ► (播放) / 确认 按钮开始幻灯片放映。 (1146, 250, 1399, 273)
heading-stand: 安装悬挂支架 (1146, 835, 1684, 848)
bullet: • 有些类型的 USB 数字摄像头和音频设备可能与本电视不兼容。 (40, 465, 300, 477)
table-row: 电视无法开启。 确保交流电源线已牢固地插入电视和墙壁插座中。确保墙壁插座正常工作。尝试按电视上的电源按钮，以确保遥控器功能正常。如果电视已开启，请参阅下面的 遥控器不起作用。 (44, 1086, 557, 1104)
step: 2. 按 ▲/▼/◄/► 按钮从文件列表中选择要播放的音乐。 (862, 431, 1051, 439)
table-row: 电视图像质量不如在店内展示时的图像质量好。 如果您有模拟有线电视或机顶盒，请将其升级为数字机顶盒。使用 HDMI 或分量输入连接线实现 HD（高清）图像质量。有线电视/卫星电视用户：在频道列表中尝试高清电视台。天线连接：在执行自动选台后，尝试高清电视台。许多高清频道都是由标清 SD 节目升级而成的。将电视机顶盒的视频输出分辨率调整为 1080i 或 720p。请确保您观看电视的距离在建议的范围之内。 (44, 906, 557, 932)
table-row: 对比度 (1147, 1203, 1668, 1214)
step: 2. 按 ▲/▼/◄/► 按钮从文件列表中选择要查看的照片。 (1146, 207, 1336, 217)
table-row: 颜色效果不佳或亮度不足。 调节电视菜单中的图像选项。调节电视菜单中的省电选项。尝试复位图像以查看默认图像设置。 (44, 961, 557, 971)
heading-kensington: Kensington 防盗锁 (1972, 360, 2233, 373)
bullet: • 如果内容的比特率/帧速率标准超过了上表所列的可兼容帧速率，可能会出现音频和声音或视频的情况。 (862, 84, 1130, 107)
warning-icon (1784, 464, 1801, 480)
table-row: *.vro VRO VOB MPEG1 1920x1080 24/25/30 30 AC3/MPEG (594, 413, 850, 429)
decoder-table: 视频解码器 最高支持 H.264，4.1 级别 不支持 H.264 FMO/ASO/RS、VC1 SP/MP/AP L4 和 AVCHD。 MPEG4 SP，ASP： 低于 1280 x 720：最大 60 帧 高于 1280 x 720：最大 30 帧 不支持 H.263。 不支持 GMC。 音频解码器 最高支持 WMA7，8，9，STD，9 PRO，10 PRO WMA 9 PRO 和 WMA 10 PRO 支持 5.1 声道，（不支持 WMA Pro 的 LBR 模式） 不支持 WMA Lossless。 (862, 154, 1130, 274)
table-row: 型号名称 UA55EH6000 UA60EH6000 (1147, 1093, 1668, 1104)
table-row: 画面显示为黑白画面。 如果使用的是 AV 复合输入，请将视频线（黄色）连接到分量输入 1 的绿色插孔。 (44, 982, 557, 992)
table-group: 其他 (594, 839, 1122, 850)
note: 如果您想要查看文件或所选设备相关的详细信息，请按文件列表中的 工具 按钮，然后选择详细信息或设备信息。 (51, 413, 299, 434)
vesa-table: 产品系列 英寸 VESA 螺钉孔规格 (A * B) (毫米) 标准螺钉 数量 LED 电视 19~22 75 X 75 M4 4 26 100 X 100 32~40 200 X 200 M8 46~60 400 X 400 (1711, 394, 1964, 453)
table-row: *.mp4 MP4 H.264 BP/MP/HP 1920x1080 6~30 30 ADPCM/AAC (594, 394, 850, 404)
stand-image (1282, 851, 1409, 922)
step: 2. 按 ▲/▼/◄/► 按钮从文件列表中选择要播放的视频。 (312, 513, 502, 522)
table-row: 显示 不支持的模式 的消息。 检查电视支持的分辨率，并相应调整外部设备的输出分辨率。请参阅本手册中的分辨率设置。 (594, 896, 1122, 906)
options-table: 类别 操作 视频 音乐 照片 标题 可以直接播放其他文件。 ✓ 重复模式 可以设置重复播放影片和音乐文件。 ✓ ✓ 图像模式 可以调整图像设置。 ✓ ✓ 声音模式 可以调整声音设置。 ✓ ✓ ✓ 字幕设置 可以用字幕播放视频。 ✓ Auto Motion Plus 可以在播放时平滑运动画面。 ✓ 字幕语言 如果视频包含多种语言字幕，可以选择字幕语言。 ✓ 音频语言 如果视频有多种语言，可以切换语言。 ✓ 放映速度 可以选择幻灯片放映速度。 ✓ 背景音乐 可以设置幻灯片放映时的背景音乐。 ✓ 缩放 可以放大全屏模式中的图像。 ✓ 旋转 可以在全屏模式中旋转图像。 ✓ ✓ 信息 显示所选文件的详细信息。 ✓ ✓ ✓ (1419, 261, 1676, 399)
note: 只显示扩展名为 MP3 的文件，带其他文件扩展名的文件不会显示，即使这些文件保存在同一 USB 设备上。 (873, 488, 1124, 508)
table-group: 射频（有线/天线）连接 (44, 1149, 557, 1159)
bullet: • 标志出现在所选文件的左侧。 (1419, 113, 1676, 125)
table-row: 每隔 30 分钟电视就会关闭。 转到菜单 > 系统 > 时间，然后将睡眠定时器设置为关闭。 (594, 948, 1122, 959)
table-row: 遥控器不起作用。 更换遥控器电池，确保电池正负极 (+/–) 正确。清洁位于遥控器顶部的传感器窗口。尝试在距离电视 5~6 英尺（1.5~1.8 米）的地方将遥控器指向电视。 (594, 868, 1122, 878)
subheading-external: 外部 (593, 55, 609, 64)
table-row: 图像失真：宏块错误、小块、点和像素失真。 视频内容的压缩可能会导致图像失真，尤其是在运动场面快速移动的图像中。信号强度较弱可能会导致图像失真。这并不是电视问题。在电视附近使用的手机（距离达 1 米）可能会导致模拟电视和数字电视的图像出现杂讯。 (44, 932, 557, 950)
step: 1. 按 ◄ 或 ► 按钮选择音乐，然后按 Media Play 菜单中的 确认 按钮。 (862, 416, 1113, 425)
menu-item: 视频 (97, 258, 112, 266)
rohs-section: PDP TV / PDP Monitor 环境温度：0 ~ 40 度 环境湿度：10% ~ 80% 部件名称 铅(Pb) 汞(Hg) 镉(Cd) 六价铬(Cr6+) 多溴联苯(PBB) 多溴二苯醚(PBDE) 印刷电路板组件 ○ ○ ○ ○ ○ ○ 外壳组件 ○ ○ ○ ○ ○ ○ 塑料和聚合物部件 ○ ○ ○ ○ ○ ○ 金属部件 ○ ○ ○ ○ ○ ○ 附件 ○ ○ ○ ○ ○ ○ (1711, 1049, 2237, 1133)
heading-media-play: ❑ 使用 Media Play 菜单 (40, 193, 173, 206)
table-row: 字幕设置 可以用字幕播放视频。 ✓ (1420, 311, 1676, 320)
bullet: • 如果索引表有误，则无法支持寻找（跳转）功能。 (862, 109, 1130, 121)
step: 2. 重复以上操作选择多个文件。 (1419, 85, 1532, 94)
heading-multi-play: 播放多个文件 (1419, 40, 1676, 53)
step: 1. 按 ◄ 或 ► 按钮选择视频，然后按 Media Play 菜单中的 确认 按钮。 (312, 498, 564, 507)
table-row: 声音模式 可以调整声音设置。 ✓ ✓ ✓ (1420, 301, 1676, 311)
page-number: - 10 - (850, 793, 873, 804)
menu-item: 音乐 (74, 258, 89, 266)
page-16 (1711, 828, 2237, 1563)
bullet: • 不支持 CMYK、YCCK 色彩空间 JPEG。 (1146, 455, 1399, 467)
menu-item: 照片 (50, 258, 65, 266)
step: 1. 按文件列表中的黄色按钮选择所需的文件。 (1419, 70, 1579, 80)
section-title: 其他信息 (1711, 33, 1964, 57)
bullet: • 如果电视在自动保护时间中没有操作，则会运行屏幕保护程序。 (312, 187, 569, 199)
table-row: 重复模式 可以设置重复播放影片和音乐文件。 ✓ ✓ (1420, 281, 1676, 291)
cleaning-image (1409, 959, 1661, 1030)
bullet: • 可支持的最大 JPEG 分辨率为 15360 x 8640 像素。 (312, 61, 569, 73)
warning-box: 注意：拖拉或攀爬电视可能会造成电视跌落。请特别注意不要让儿童攀爬电视上或悬挂电视；否则可能导致电视倾翻，造成严重人身伤害甚至死亡。请遵循随附的安全手册中提供的安全注意事项。为加强稳固性，请按照如下所述安装防跌落装置以确保安全。 (1972, 55, 2233, 111)
bullet: • 如果 USB 设备需要功率较大，则可能无法正常识别。 (40, 541, 300, 553)
note: 若播放 MP3 文件时声音异常，请调节均衡器模式中的均衡器。（过度调制的 MP3 文件可能会导致声音问题。） (873, 513, 1128, 533)
registration-mark-left (3, 798, 17, 812)
page-number: - 9 - (296, 793, 314, 804)
table-row: 频道菜单变灰（不可用）。 仅当选择电视信号源时，才可以使用频道菜单。 (594, 938, 1122, 948)
table-row: Auto Motion Plus 可以在播放时平滑运动画面。 ✓ (1420, 320, 1676, 330)
video-screenshot (312, 389, 549, 492)
music-screenshot (862, 299, 1103, 409)
bullet: • 所选文件将显示在列表最上方，同时显示文件播放时间。 (323, 541, 569, 553)
table-row: 不带支架 18.5kg 24.2kg (1147, 1170, 1668, 1181)
registration-mark-top (1129, 5, 1143, 19)
registration-mark-right (2257, 798, 2271, 812)
note-head: ✎ 注意 (862, 55, 887, 65)
table-group: 无图像、无视频 (44, 1076, 557, 1086)
table-row: 视频正常，但无音频。 如果您使用的是 HDMI 连接，请检查 PC 上的音频输出设置。 (44, 1191, 557, 1201)
page-11: 照片 1. 按 ◄ 或 ► 按钮选择照片，然后按 Media Play 菜单中的 确认 按钮。 2. 按 ▲/▼/◄/► 按钮从文件列表中选择要查看的照片。 3. 按 确认 按钮或 ► (播放) 按钮。 ✎ 注意 • 显示照片列表时，按遥控器上的 ► (播放) / 确认 按钮开始幻灯片放映。 • 文件列表中所有文件都将在幻灯片中进行放映。 • 在幻灯片放映过程中，文件将按次序显示。 • 在幻灯片放映过程中，您可以使用 (◄◄) (快退) 和 (►►) (快进) 按钮调整幻灯片放映的速度。 • 您可以使用 ◄ 或 ► 按钮选择前一张照片。 如果将背景音乐设置为开启，则在放映幻灯片时将自动播放音乐文件。 背景音乐模式在背景音乐加载完成后才能更换。 • 支持的照片格式 扩展 照片 分辨率 JPEG 基线式 15360 x 8704 渐进式 1024 x 768 其他限制 • 不支持 CMYK、YCCK 色彩空间 JPEG。 (1146, 33, 1399, 792)
table-row: 电视会左右倾斜。 拆下电视底座支架，并重新组装。 (594, 918, 1122, 928)
table-row: 放映速度 可以选择幻灯片放映速度。 ✓ (1420, 350, 1676, 360)
step: 3. 按 ◄ 或 ► 按钮选择图标（视频、音乐、照片、设置），然后按 确认 按钮。 (40, 373, 295, 394)
bullet: • 视频中不支持场景搜索和缩略图功能。 (312, 291, 569, 303)
media-play-screenshot: 媒体播放 照片 音乐 视频 设置 (40, 211, 190, 337)
rohs-table: 部件名称 铅(Pb) 汞(Hg) 镉(Cd) 六价铬(Cr6+) 多溴联苯(PBB) 多溴二苯醚(PBDE) 印刷电路板组件 ○ ○ ○ ○ ○ ○ 外壳组件 ○ ○ ○ ○ ○ ○ 塑料和聚合物部件 ○ ○ ○ ○ ○ ○ 金属部件 ○ ○ ○ ○ ○ ○ 附件 ○ ○ ○ ○ ○ ○ (1711, 880, 2237, 944)
section-title: 故障排除 (43, 828, 304, 852)
table-row: *.mpg PS MPEG2 1920x1080 24/25/30 30 LPCM/AAC (594, 429, 850, 439)
rohs-section: LED 液晶电视 环境温度：0 ~ 40 度 环境湿度：10% ~ 80% 部件名称 铅(Pb) 汞(Hg) 镉(Cd) 六价铬(Cr6+) 多溴联苯(PBB) 多溴二苯醚(PBDE) 印刷电路板组件 ○ ○ ○ ○ ○ ○ 外壳组件 ○ ○ ○ ○ ○ ○ 塑料和聚合物部件 ○ ○ ○ ○ ○ ○ 金属部件 ○ ○ ○ ○ ○ ○ 附件 ○ ○ ○ ○ ○ ○ (1711, 955, 2237, 1038)
table-row: *.wmv ASF Window Media Video v9 1920x1080 6~30 30 WMA (594, 378, 850, 394)
table-row: 重量 (1147, 1159, 1668, 1170)
table-row: Micro DVD .sub 或 .txt (617, 124, 822, 135)
photo-format-table: 扩展 照片 分辨率 JPEG 基线式 15360 x 8704 渐进式 1024 x 768 (1146, 394, 1399, 430)
table-row: 音频语言 如果视频有多种语言，可以切换语言。 ✓ (1420, 340, 1676, 349)
table-row: 亮度 (1147, 1214, 1668, 1225)
table-row: Xsub AVI 图像格式 (617, 223, 822, 234)
bullet: • 将设备连接到电视之前，请先备份文件以防文件受损或数据丢失。SAMSUNG 对任何数据文件损坏或数据丢失的情况概不负责。 (40, 516, 300, 539)
table-row: 背景音乐 可以设置幻灯片放映时的背景音乐。 ✓ (1420, 360, 1676, 369)
page-9 (40, 33, 300, 792)
page-11-col2: 播放多个文件 ■ 播放选定的视频/音乐/照片文件 1. 按文件列表中的黄色按钮选择所需的文件。 2. 重复以上操作选择多个文件。 ✎ 注意 • 标志出现在所选文件的左侧。 • 要取消选择，请再次按黄色按钮。 • 要取消选择全部选定的文件，按工具按钮并选择取消全部选择。 3. 按 工具 按钮，然后选择播放所选内容。 ■ 播放视频/音乐/照片文件组 1. 显示文件列表时，按 工具 按钮。 2. 选择播放当前组。 媒体播放 - 附加功能 ■ 视频/音乐/照片播放选项菜单 播放文件时，按 工具 按钮。 类别 操作 视频 音乐 照片 标题 可以直接播放其他文件。 ✓ 重复模式 可以设置重复播放影片和音乐文件。 ✓ ✓ 图像模式 可以调整图像设置。 ✓ ✓ 声音模式 可以调整声音设置。 ✓ ✓ ✓ 字幕设置 可以用字幕播放视频。 ✓ Auto Motion Plus 可以在播放时平滑运动画面。 ✓ 字幕语言 如果视频包含多种语言字幕，可以选择字幕语言。 ✓ 音频语言 如果视频有多种语言，可以切换语言。 ✓ 放映速度 可以选择幻灯片放映速度。 ✓ 背景音乐 可以设置幻灯片放映时的背景音乐。 ✓ 缩放 可以放大全屏模式中的图像。 ✓ 旋转 可以在全屏模式中旋转图像。 ✓ ✓ 信息 显示所选文件的详细信息。 ✓ ✓ ✓ 设置 使用设置菜单 • DivX® 视频点播：显示电视的授权注册码。如果连接到 DivX 网站并使用 10 位注册码进行注册，则可以下载 VOD 激活文件。使用 Media Play 播放激活文件后，即可完成注册。 • 如有关 DivX® VOD 的详细信息，请访问 http://vod.divx.com 。 • 信息：选择查看所连设备上的信息。 (1419, 33, 1676, 792)
note: 如果将背景音乐设置为开启，则在放映幻灯片时将自动播放音乐文件。 (1157, 342, 1386, 363)
heading-storage: 存放和保养 (1146, 929, 1684, 942)
video-format-table: 文件扩展名 容器 视频编解码器 分辨率 帧速率 (fps) 比特率 (Mbps) 音频编解码器 *.avi *.mkv AVI MKV DivX 3.11/4.x/5.1/6.0 1920x1080 6~30 30 MP3/AC3/LPCM XviD 1920x1080 6~30 30 ADPCM H.264 BP/MP/HP 1920x1080 6~30 30 DTS Core *.asf ASF MPEG4 SP/ASP 1920x1080 6~30 30 WMA *.wmv ASF Window Media Video v9 1920x1080 6~30 30 WMA *.mp4 MP4 H.264 BP/MP/HP 1920x1080 6~30 30 ADPCM/AAC *.3gp 3GPP H.264 BP/MP/HP 1920x1080 6~30 30 AAC/HE-AAC *.vro VRO VOB MPEG1 1920x1080 24/25/30 30 AC3/MPEG *.mpg PS MPEG2 1920x1080 24/25/30 30 LPCM/AAC *.ts TS H.264 1920x1080 6~30 30 AAC/AC3 (593, 317, 850, 449)
table-row: *.asf ASF MPEG4 SP/ASP 1920x1080 6~30 30 WMA (594, 368, 850, 378)
step: 2. 选择播放当前组。 (1419, 198, 1492, 208)
warning-box: 请勿在电视打开时安装壁挂支架套件，否则可能会导致触电造成人身伤害。 (1711, 459, 1964, 508)
table-row: 26 100 X 100 (1712, 418, 1964, 430)
bullet: • 文件系统支持 FAT16、FAT32 和 NTFS。 (40, 452, 300, 464)
